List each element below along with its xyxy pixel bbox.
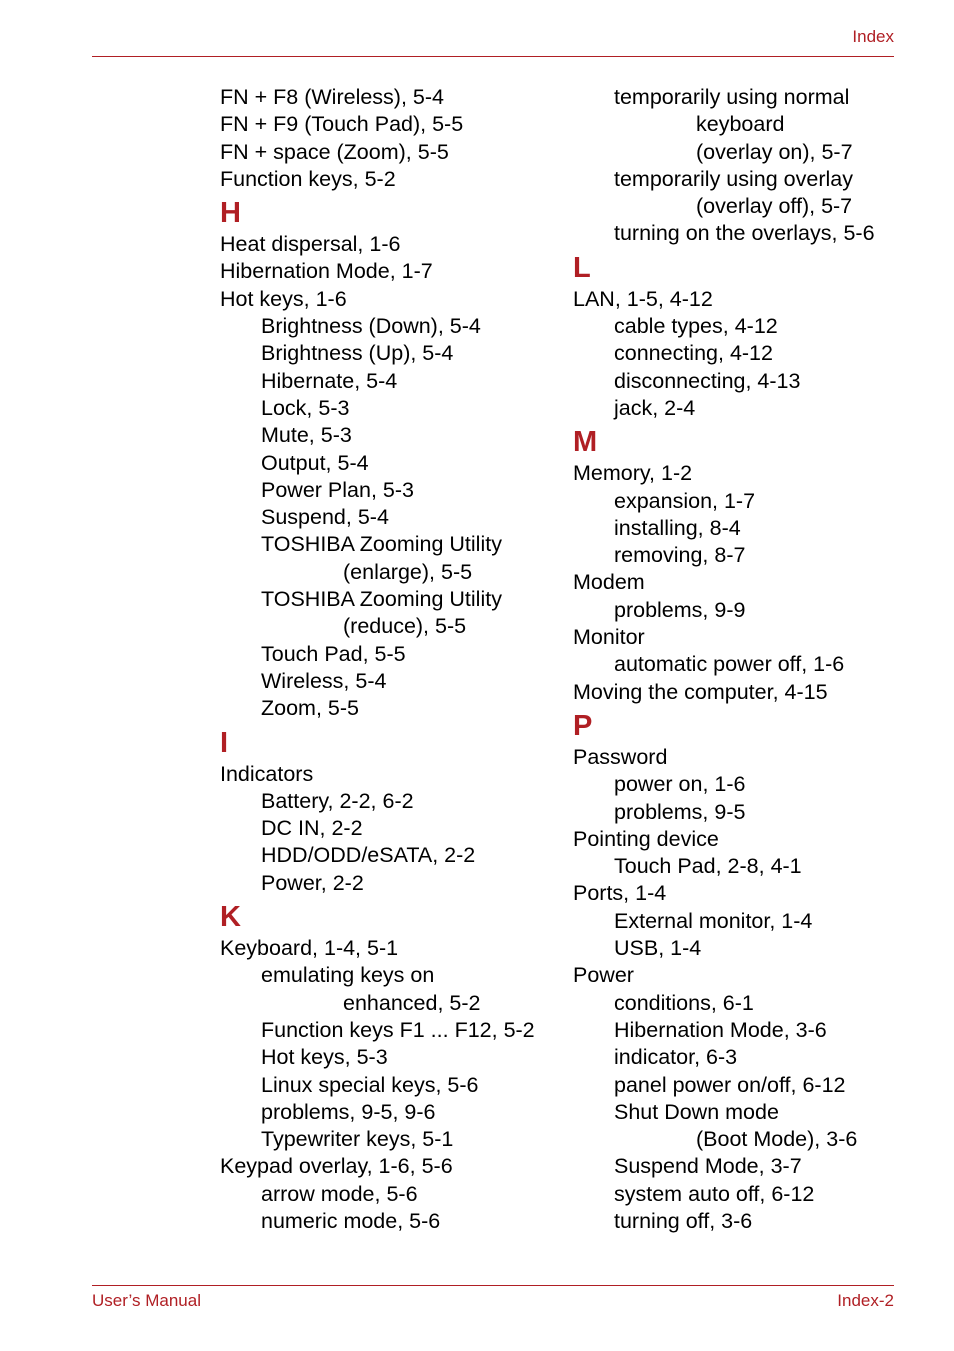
index-subentry: Brightness (Up), 5-4 <box>261 341 454 366</box>
index-entry: Hibernation Mode, 1-7 <box>220 259 433 284</box>
index-subentry-continuation: (Boot Mode), 3-6 <box>696 1127 858 1152</box>
index-subentry: USB, 1-4 <box>614 936 702 961</box>
index-subentry: Mute, 5-3 <box>261 423 352 448</box>
index-column-right <box>573 84 903 1235</box>
index-subentry: problems, 9-9 <box>614 597 746 622</box>
index-subentry: Hibernate, 5-4 <box>261 368 398 393</box>
index-subentry-continuation: keyboard <box>696 112 785 137</box>
header-section-title: Index <box>852 27 894 46</box>
index-entry: Memory, 1-2 <box>573 461 693 486</box>
index-entry: FN + F9 (Touch Pad), 5-5 <box>220 112 464 137</box>
index-subentry: connecting, 4-12 <box>614 341 773 366</box>
index-entry: FN + F8 (Wireless), 5-4 <box>220 85 444 109</box>
index-subentry: automatic power off, 1-6 <box>614 652 845 677</box>
index-subentry: jack, 2-4 <box>614 395 696 420</box>
index-subentry: Linux special keys, 5-6 <box>261 1072 479 1097</box>
index-subentry: power on, 1-6 <box>614 772 746 797</box>
index-subentry: conditions, 6-1 <box>614 990 754 1015</box>
index-entry: Pointing device <box>573 826 719 851</box>
index-subentry: indicator, 6-3 <box>614 1045 738 1070</box>
index-entry: FN + space (Zoom), 5-5 <box>220 139 449 164</box>
index-entry: Ports, 1-4 <box>573 881 667 906</box>
footer-rule <box>92 1285 894 1286</box>
index-letter-heading: I <box>220 726 229 759</box>
index-subentry: turning off, 3-6 <box>614 1208 753 1233</box>
index-entry: Monitor <box>573 625 645 650</box>
index-subentry: Touch Pad, 5-5 <box>261 641 406 666</box>
index-subentry: arrow mode, 5-6 <box>261 1181 418 1206</box>
index-subentry: Output, 5-4 <box>261 450 369 475</box>
index-entry: Modem <box>573 570 645 595</box>
index-letter-heading: P <box>573 709 593 742</box>
footer-manual-title: User’s Manual <box>92 1291 201 1310</box>
index-subentry: Suspend, 5-4 <box>261 505 389 530</box>
index-letter-heading: H <box>220 197 241 230</box>
index-subentry: TOSHIBA Zooming Utility <box>261 532 502 557</box>
index-subentry: removing, 8-7 <box>614 543 746 568</box>
index-column-left <box>220 84 560 1235</box>
index-subentry-continuation: enhanced, 5-2 <box>343 990 481 1015</box>
index-subentry: Battery, 2-2, 6-2 <box>261 788 414 813</box>
index-entry: Function keys, 5-2 <box>220 166 396 191</box>
index-subentry: Touch Pad, 2-8, 4-1 <box>614 854 802 879</box>
index-entry: Keypad overlay, 1-6, 5-6 <box>220 1154 453 1179</box>
index-subentry-continuation: (overlay off), 5-7 <box>696 194 853 219</box>
index-letter-heading: K <box>220 901 241 934</box>
index-subentry: problems, 9-5, 9-6 <box>261 1099 436 1124</box>
index-entry: Password <box>573 744 668 769</box>
header-rule <box>92 56 894 57</box>
index-subentry: Wireless, 5-4 <box>261 668 387 693</box>
index-subentry: Brightness (Down), 5-4 <box>261 314 481 339</box>
index-subentry: Power, 2-2 <box>261 870 364 895</box>
index-subentry: panel power on/off, 6-12 <box>614 1072 846 1097</box>
index-subentry: installing, 8-4 <box>614 515 741 540</box>
index-subentry: expansion, 1-7 <box>614 488 756 513</box>
index-entry: Heat dispersal, 1-6 <box>220 232 401 257</box>
footer-page-number: Index-2 <box>837 1291 894 1310</box>
index-entry: Hot keys, 1-6 <box>220 286 347 311</box>
index-subentry: Lock, 5-3 <box>261 395 350 420</box>
index-entry: Keyboard, 1-4, 5-1 <box>220 936 399 961</box>
index-subentry: Suspend Mode, 3-7 <box>614 1154 802 1179</box>
index-subentry: Function keys F1 ... F12, 5-2 <box>261 1017 535 1042</box>
index-subentry: emulating keys on <box>261 963 435 988</box>
index-subentry: numeric mode, 5-6 <box>261 1208 441 1233</box>
index-entry: Indicators <box>220 761 314 786</box>
index-subentry: Power Plan, 5-3 <box>261 477 414 502</box>
index-entry: LAN, 1-5, 4-12 <box>573 286 713 311</box>
index-subentry-continuation: (overlay on), 5-7 <box>696 139 853 164</box>
index-subentry: HDD/ODD/eSATA, 2-2 <box>261 843 476 868</box>
index-subentry: turning on the overlays, 5-6 <box>614 221 875 246</box>
index-subentry: disconnecting, 4-13 <box>614 368 801 393</box>
index-subentry: Hot keys, 5-3 <box>261 1045 388 1070</box>
index-subentry: temporarily using overlay <box>614 166 853 191</box>
index-subentry: temporarily using normal <box>614 85 850 109</box>
index-subentry: DC IN, 2-2 <box>261 816 363 841</box>
index-subentry: External monitor, 1-4 <box>614 908 813 933</box>
index-subentry: problems, 9-5 <box>614 799 746 824</box>
index-subentry-continuation: (reduce), 5-5 <box>343 614 467 639</box>
index-subentry: Zoom, 5-5 <box>261 696 359 721</box>
index-entry: Moving the computer, 4-15 <box>573 679 828 704</box>
index-subentry: system auto off, 6-12 <box>614 1181 815 1206</box>
index-subentry: cable types, 4-12 <box>614 314 778 339</box>
index-subentry: Shut Down mode <box>614 1099 779 1124</box>
index-subentry: Hibernation Mode, 3-6 <box>614 1017 827 1042</box>
index-letter-heading: L <box>573 251 591 284</box>
index-subentry: Typewriter keys, 5-1 <box>261 1127 454 1152</box>
index-subentry: TOSHIBA Zooming Utility <box>261 587 502 612</box>
index-entry: Power <box>573 963 634 988</box>
index-letter-heading: M <box>573 426 598 459</box>
index-subentry-continuation: (enlarge), 5-5 <box>343 559 473 584</box>
